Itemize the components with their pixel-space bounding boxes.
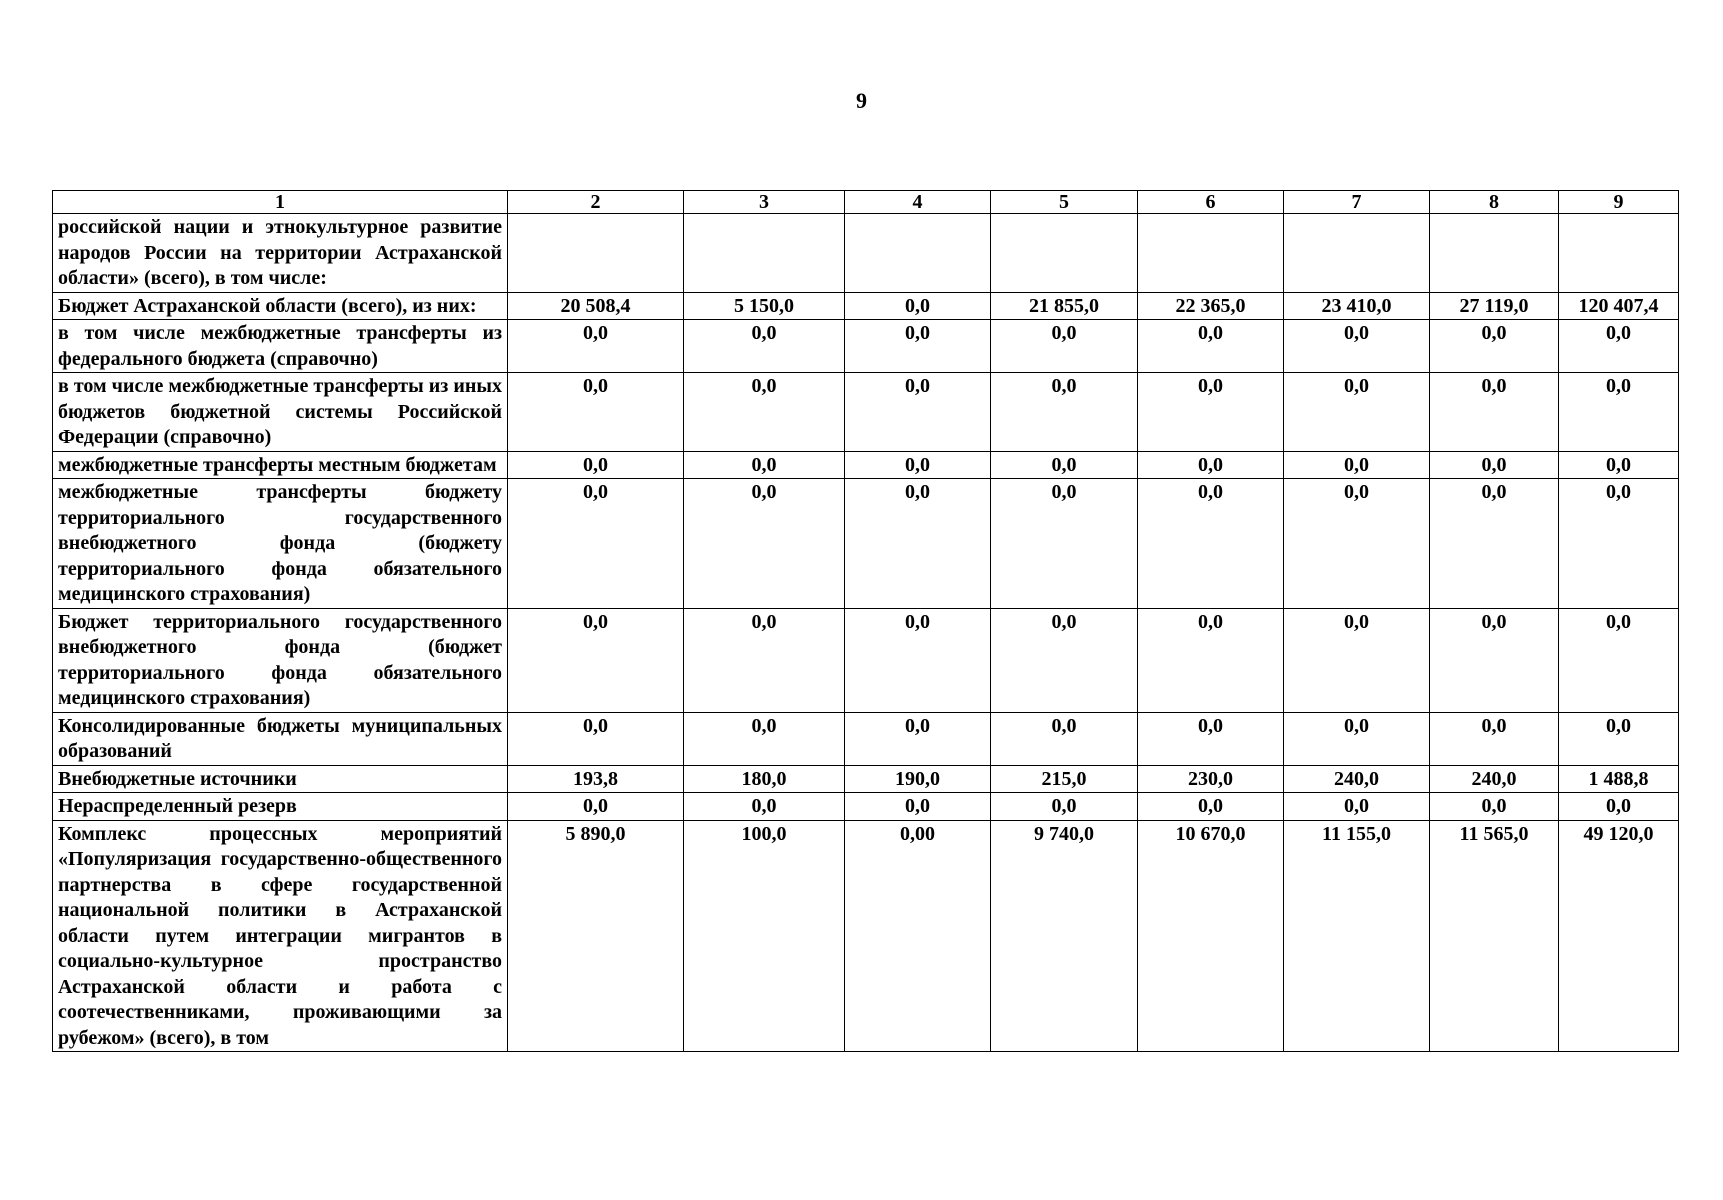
- table-row: [53, 479, 1679, 609]
- column-header-4: 4: [845, 191, 991, 214]
- column-header-2: 2: [508, 191, 684, 214]
- budget-table: [52, 190, 1679, 1052]
- value-cell: 0,0: [1138, 608, 1284, 712]
- row-label: Консолидированные бюджеты муниципальных образований: [53, 712, 508, 765]
- value-cell: 0,0: [991, 608, 1138, 712]
- value-cell: 0,0: [991, 793, 1138, 821]
- row-label: Внебюджетные источники: [53, 765, 508, 793]
- value-cell: 0,0: [684, 793, 845, 821]
- value-cell: 11 565,0: [1430, 820, 1559, 1052]
- value-cell: 0,0: [1430, 608, 1559, 712]
- value-cell: 0,0: [1559, 479, 1679, 609]
- value-cell: 0,0: [1284, 479, 1430, 609]
- table-row: [53, 320, 1679, 373]
- row-label: российской нации и этнокультурное развитие народов России на территории Астраханской области» (всего), в том числе:: [53, 214, 508, 293]
- column-header-9: 9: [1559, 191, 1679, 214]
- value-cell: 0,0: [845, 373, 991, 452]
- value-cell: 0,0: [1430, 451, 1559, 479]
- value-cell: 0,0: [845, 292, 991, 320]
- value-cell: 0,0: [1284, 320, 1430, 373]
- value-cell: 0,0: [1138, 712, 1284, 765]
- value-cell: 0,0: [1284, 451, 1430, 479]
- value-cell: 0,0: [1284, 373, 1430, 452]
- row-label: Бюджет Астраханской области (всего), из них:: [53, 292, 508, 320]
- value-cell: 5 150,0: [684, 292, 845, 320]
- value-cell: 0,0: [845, 608, 991, 712]
- value-cell: 0,0: [845, 793, 991, 821]
- column-header-6: 6: [1138, 191, 1284, 214]
- value-cell: 0,0: [1430, 793, 1559, 821]
- value-cell: 10 670,0: [1138, 820, 1284, 1052]
- value-cell: 0,0: [508, 479, 684, 609]
- value-cell: 240,0: [1430, 765, 1559, 793]
- value-cell: 49 120,0: [1559, 820, 1679, 1052]
- value-cell: 0,0: [1138, 793, 1284, 821]
- value-cell: 190,0: [845, 765, 991, 793]
- value-cell: 0,0: [684, 373, 845, 452]
- value-cell: 0,0: [1559, 793, 1679, 821]
- table-row: [53, 793, 1679, 821]
- value-cell: 0,0: [1138, 451, 1284, 479]
- value-cell: 9 740,0: [991, 820, 1138, 1052]
- value-cell: [1559, 214, 1679, 293]
- row-label: Комплекс процессных мероприятий «Популяризация государственно-общественного партнерства в сфере государственной национальной политики в Астраханской области путем интеграции мигрантов в социально-культурное пространство Астраханской области и работа с соотечественниками, проживающими за рубежом» (всего), в том: [53, 820, 508, 1052]
- value-cell: 215,0: [991, 765, 1138, 793]
- value-cell: 0,0: [508, 712, 684, 765]
- value-cell: 0,0: [1559, 451, 1679, 479]
- value-cell: 23 410,0: [1284, 292, 1430, 320]
- value-cell: 0,0: [508, 451, 684, 479]
- value-cell: [991, 214, 1138, 293]
- value-cell: 0,0: [684, 712, 845, 765]
- value-cell: 0,0: [1284, 712, 1430, 765]
- table-row: [53, 765, 1679, 793]
- value-cell: 0,0: [1430, 373, 1559, 452]
- value-cell: 0,0: [845, 320, 991, 373]
- value-cell: [508, 214, 684, 293]
- table-body: [53, 214, 1679, 1052]
- value-cell: 0,0: [991, 712, 1138, 765]
- value-cell: 120 407,4: [1559, 292, 1679, 320]
- value-cell: 0,0: [1430, 320, 1559, 373]
- table-row: [53, 712, 1679, 765]
- value-cell: 0,00: [845, 820, 991, 1052]
- value-cell: 193,8: [508, 765, 684, 793]
- value-cell: [1430, 214, 1559, 293]
- value-cell: 180,0: [684, 765, 845, 793]
- value-cell: 0,0: [508, 373, 684, 452]
- value-cell: 240,0: [1284, 765, 1430, 793]
- value-cell: 0,0: [991, 451, 1138, 479]
- value-cell: 0,0: [991, 373, 1138, 452]
- value-cell: 0,0: [1559, 712, 1679, 765]
- value-cell: 0,0: [845, 479, 991, 609]
- table-row: [53, 451, 1679, 479]
- row-label: межбюджетные трансферты бюджету территориального государственного внебюджетного фонда (бюджету территориального фонда обязательного медицинского страхования): [53, 479, 508, 609]
- column-header-5: 5: [991, 191, 1138, 214]
- value-cell: 230,0: [1138, 765, 1284, 793]
- value-cell: 27 119,0: [1430, 292, 1559, 320]
- value-cell: 0,0: [991, 479, 1138, 609]
- value-cell: [845, 214, 991, 293]
- value-cell: 0,0: [1138, 320, 1284, 373]
- header-row: [53, 191, 1679, 214]
- value-cell: 1 488,8: [1559, 765, 1679, 793]
- value-cell: 0,0: [1284, 608, 1430, 712]
- row-label: в том числе межбюджетные трансферты из иных бюджетов бюджетной системы Российской Федерации (справочно): [53, 373, 508, 452]
- column-header-1: 1: [53, 191, 508, 214]
- table-row: [53, 292, 1679, 320]
- row-label: Бюджет территориального государственного внебюджетного фонда (бюджет территориального фонда обязательного медицинского страхования): [53, 608, 508, 712]
- table-row: [53, 373, 1679, 452]
- value-cell: [684, 214, 845, 293]
- value-cell: 22 365,0: [1138, 292, 1284, 320]
- value-cell: [1138, 214, 1284, 293]
- value-cell: 0,0: [508, 793, 684, 821]
- value-cell: 21 855,0: [991, 292, 1138, 320]
- table-row: [53, 214, 1679, 293]
- value-cell: 0,0: [684, 479, 845, 609]
- value-cell: 0,0: [845, 451, 991, 479]
- table-row: [53, 608, 1679, 712]
- value-cell: 0,0: [1559, 373, 1679, 452]
- value-cell: 11 155,0: [1284, 820, 1430, 1052]
- table-row: [53, 820, 1679, 1052]
- value-cell: 0,0: [1559, 608, 1679, 712]
- value-cell: 5 890,0: [508, 820, 684, 1052]
- row-label: Нераспределенный резерв: [53, 793, 508, 821]
- table-header: [53, 191, 1679, 214]
- row-label: межбюджетные трансферты местным бюджетам: [53, 451, 508, 479]
- value-cell: 0,0: [1430, 712, 1559, 765]
- value-cell: 20 508,4: [508, 292, 684, 320]
- value-cell: 0,0: [1138, 479, 1284, 609]
- column-header-7: 7: [1284, 191, 1430, 214]
- value-cell: 0,0: [1138, 373, 1284, 452]
- value-cell: 0,0: [845, 712, 991, 765]
- value-cell: 0,0: [508, 608, 684, 712]
- value-cell: 0,0: [991, 320, 1138, 373]
- column-header-3: 3: [684, 191, 845, 214]
- value-cell: 0,0: [684, 451, 845, 479]
- page-number: 9: [856, 88, 867, 113]
- value-cell: 0,0: [684, 320, 845, 373]
- column-header-8: 8: [1430, 191, 1559, 214]
- value-cell: 0,0: [1559, 320, 1679, 373]
- value-cell: [1284, 214, 1430, 293]
- value-cell: 0,0: [684, 608, 845, 712]
- value-cell: 0,0: [508, 320, 684, 373]
- value-cell: 0,0: [1284, 793, 1430, 821]
- row-label: в том числе межбюджетные трансферты из федерального бюджета (справочно): [53, 320, 508, 373]
- value-cell: 0,0: [1430, 479, 1559, 609]
- value-cell: 100,0: [684, 820, 845, 1052]
